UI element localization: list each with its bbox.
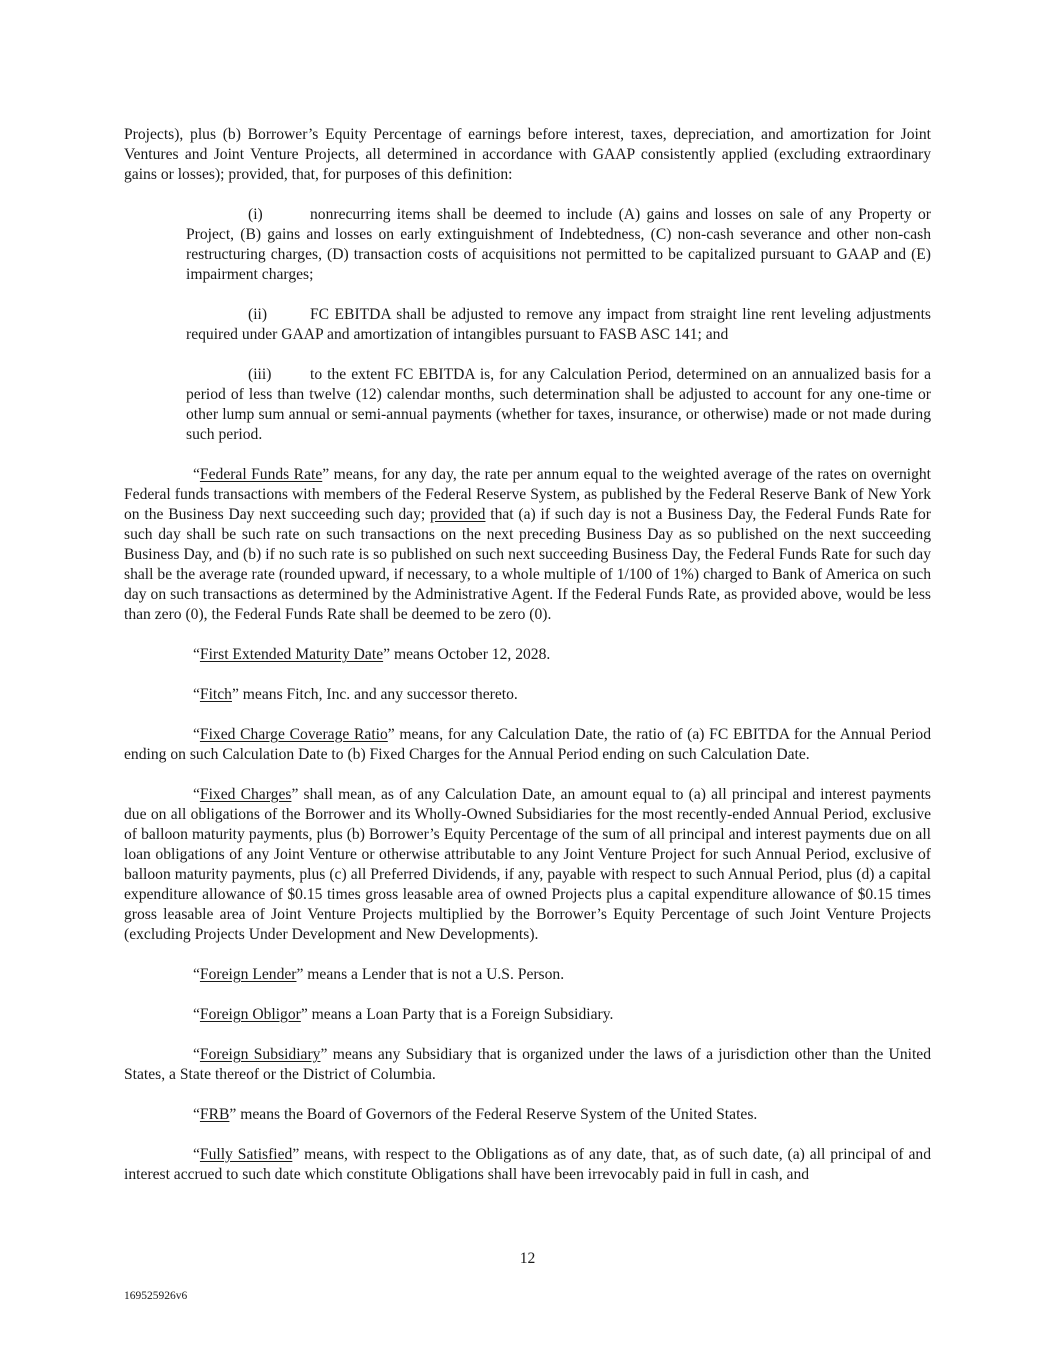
definition-text: ” means, with respect to the Obligations as of any date, that, as of such date, (a) all principal of and interest accrued to such date which constitute Obligations shall have been irrevocably paid in full in cash, and (124, 1146, 931, 1183)
definition-text: ” means, for any day, the rate per annum equal to the weighted average of the rates on overnight Federal funds transactions with members of the Federal Reserve System, as published by the Federal Reserve Bank of New York on the Business Day next succeeding such day; (124, 466, 931, 523)
defined-term: FRB (199, 1106, 230, 1123)
defined-term: First Extended Maturity Date (199, 646, 384, 663)
clause-number: (i) (248, 206, 263, 223)
definition-text: that (a) if such day is not a Business Day, the Federal Funds Rate for such day shall be such rate on such transactions on the next preceding Business Day as so published on the next succeeding Business Day, and (b) if no such rate is so published on such next succeeding Business Day, the Federal Funds Rate for such day shall be the average rate (rounded upward, if necessary, to a whole multiple of 1/100 of 1%) charged to Bank of America on such day on such transactions as determined by the Administrative Agent. If the Federal Funds Rate, as provided above, would be less than zero (0), the Federal Funds Rate shall be deemed to be zero (0). (124, 506, 931, 623)
clause-i (186, 205, 931, 285)
clause-text: nonrecurring items shall be deemed to include (A) gains and losses on sale of any Property or Project, (B) gains and losses on early extinguishment of Indebtedness, (C) non-cash severance and other non-cash restructuring charges, (D) transaction costs of acquisitions not permitted to be capitalized pursuant to GAAP and (E) impairment charges; (186, 206, 931, 283)
clause-iii (186, 365, 931, 445)
definition-text: ” means the Board of Governors of the Federal Reserve System of the United States. (229, 1106, 758, 1123)
document-id: 169525926v6 (124, 1290, 188, 1302)
definition-text: ” shall mean, as of any Calculation Date, an amount equal to (a) all principal and interest payments due on all obligations of the Borrower and its Wholly-Owned Subsidiaries for the most recently-ended Annual Period, exclusive of balloon maturity payments, plus (b) Borrower’s Equity Percentage of the sum of all principal and interest payments due on all loan obligations of any Joint Venture or otherwise attributable to any Joint Venture Project for such Annual Period, exclusive of balloon maturity payments, plus (c) all Preferred Dividends, if any, payable with respect to such Annual Period, plus (d) a capital expenditure allowance of $0.15 times gross leasable area of owned Projects plus a capital expenditure allowance of $0.15 times gross leasable area of Joint Venture Projects multiplied by the Borrower’s Equity Percentage of such Joint Venture Projects (excluding Projects Under Development and New Developments). (124, 786, 931, 943)
clause-number: (ii) (248, 306, 268, 323)
definition-text: ” means October 12, 2028. (383, 646, 551, 663)
intro-paragraph: Projects), plus (b) Borrower’s Equity Percentage of earnings before interest, taxes, depreciation, and amortization for Joint Ventures and Joint Venture Projects, all determined in accordance with GAAP consistently applied (excluding extraordinary gains or losses); provided, that, for purposes of this definition: (124, 126, 931, 183)
definition-text: ” means, for any Calculation Date, the ratio of (a) FC EBITDA for the Annual Period ending on such Calculation Date to (b) Fixed Charges for the Annual Period ending on such Calculation Date. (124, 726, 931, 763)
definition-text: ” means Fitch, Inc. and any successor thereto. (231, 686, 518, 703)
clause-text: to the extent FC EBITDA is, for any Calculation Period, determined on an annualized basis for a period of less than twelve (12) calendar months, such determination shall be adjusted to account for any one-time or other lump sum annual or semi-annual payments (whether for taxes, insurance, or otherwise) made or not made during such period. (186, 366, 931, 443)
defined-term: Foreign Lender (199, 966, 297, 983)
defined-term: Federal Funds Rate (199, 466, 323, 483)
defined-term: Fixed Charges (199, 786, 292, 803)
definition-text: ” means a Loan Party that is a Foreign Subsidiary. (300, 1006, 614, 1023)
definition-fully-satisfied: “Fully Satisfied” means, with respect to the Obligations as of any date, that, as of such date, (a) all principal of and interest accrued to such date which constitute Obligations shall have been irrevocably paid in full in cash, and (124, 1146, 931, 1183)
definition-text: ” means any Subsidiary that is organized under the laws of a jurisdiction other than the United States, a State thereof or the District of Columbia. (124, 1046, 931, 1083)
page-body (124, 125, 931, 1205)
defined-term: Fixed Charge Coverage Ratio (199, 726, 388, 743)
clause-number: (iii) (248, 366, 272, 383)
definition-foreign-lender: “Foreign Lender” means a Lender that is not a U.S. Person. (193, 966, 565, 983)
definition-federal-funds-rate: “Federal Funds Rate” means, for any day, the rate per annum equal to the weighted average of the rates on overnight Federal funds transactions with members of the Federal Reserve System, as published by the Federal Reserve Bank of New York on the Business Day next succeeding such day; provided that (a) if such day is not a Business Day, the Federal Funds Rate for such day shall be such rate on such transactions on the next preceding Business Day as so published on the next succeeding Business Day, and (b) if no such rate is so published on such next succeeding Business Day, the Federal Funds Rate for such day shall be the average rate (rounded upward, if necessary, to a whole multiple of 1/100 of 1%) charged to Bank of America on such day on such transactions as determined by the Administrative Agent. If the Federal Funds Rate, as provided above, would be less than zero (0), the Federal Funds Rate shall be deemed to be zero (0). (124, 466, 931, 623)
definition-text: ” means a Lender that is not a U.S. Person. (296, 966, 565, 983)
definition-first-extended-maturity-date: “First Extended Maturity Date” means October 12, 2028. (193, 646, 551, 663)
underlined-word: provided (430, 506, 486, 523)
definition-foreign-subsidiary: “Foreign Subsidiary” means any Subsidiary that is organized under the laws of a jurisdiction other than the United States, a State thereof or the District of Columbia. (124, 1046, 931, 1083)
definition-fitch: “Fitch” means Fitch, Inc. and any successor thereto. (193, 686, 518, 703)
defined-term: Foreign Obligor (199, 1006, 301, 1023)
definition-fixed-charges: “Fixed Charges” shall mean, as of any Calculation Date, an amount equal to (a) all principal and interest payments due on all obligations of the Borrower and its Wholly-Owned Subsidiaries for the most recently-ended Annual Period, exclusive of balloon maturity payments, plus (b) Borrower’s Equity Percentage of the sum of all principal and interest payments due on all loan obligations of any Joint Venture or otherwise attributable to any Joint Venture Project for such Annual Period, exclusive of balloon maturity payments, plus (c) all Preferred Dividends, if any, payable with respect to such Annual Period, plus (d) a capital expenditure allowance of $0.15 times gross leasable area of owned Projects plus a capital expenditure allowance of $0.15 times gross leasable area of Joint Venture Projects multiplied by the Borrower’s Equity Percentage of such Joint Venture Projects (excluding Projects Under Development and New Developments). (124, 786, 931, 943)
definition-fixed-charge-coverage-ratio: “Fixed Charge Coverage Ratio” means, for any Calculation Date, the ratio of (a) FC EBITDA for the Annual Period ending on such Calculation Date to (b) Fixed Charges for the Annual Period ending on such Calculation Date. (124, 726, 931, 763)
definition-foreign-obligor: “Foreign Obligor” means a Loan Party that is a Foreign Subsidiary. (193, 1006, 614, 1023)
defined-term: Fitch (199, 686, 232, 703)
definition-frb: “FRB” means the Board of Governors of the Federal Reserve System of the United States. (193, 1106, 758, 1123)
page-number: 12 (519, 1250, 536, 1267)
defined-term: Foreign Subsidiary (199, 1046, 321, 1063)
defined-term: Fully Satisfied (199, 1146, 293, 1163)
clause-text: FC EBITDA shall be adjusted to remove any impact from straight line rent leveling adjustments required under GAAP and amortization of intangibles pursuant to FASB ASC 141; and (186, 306, 931, 343)
clause-ii (186, 305, 931, 345)
